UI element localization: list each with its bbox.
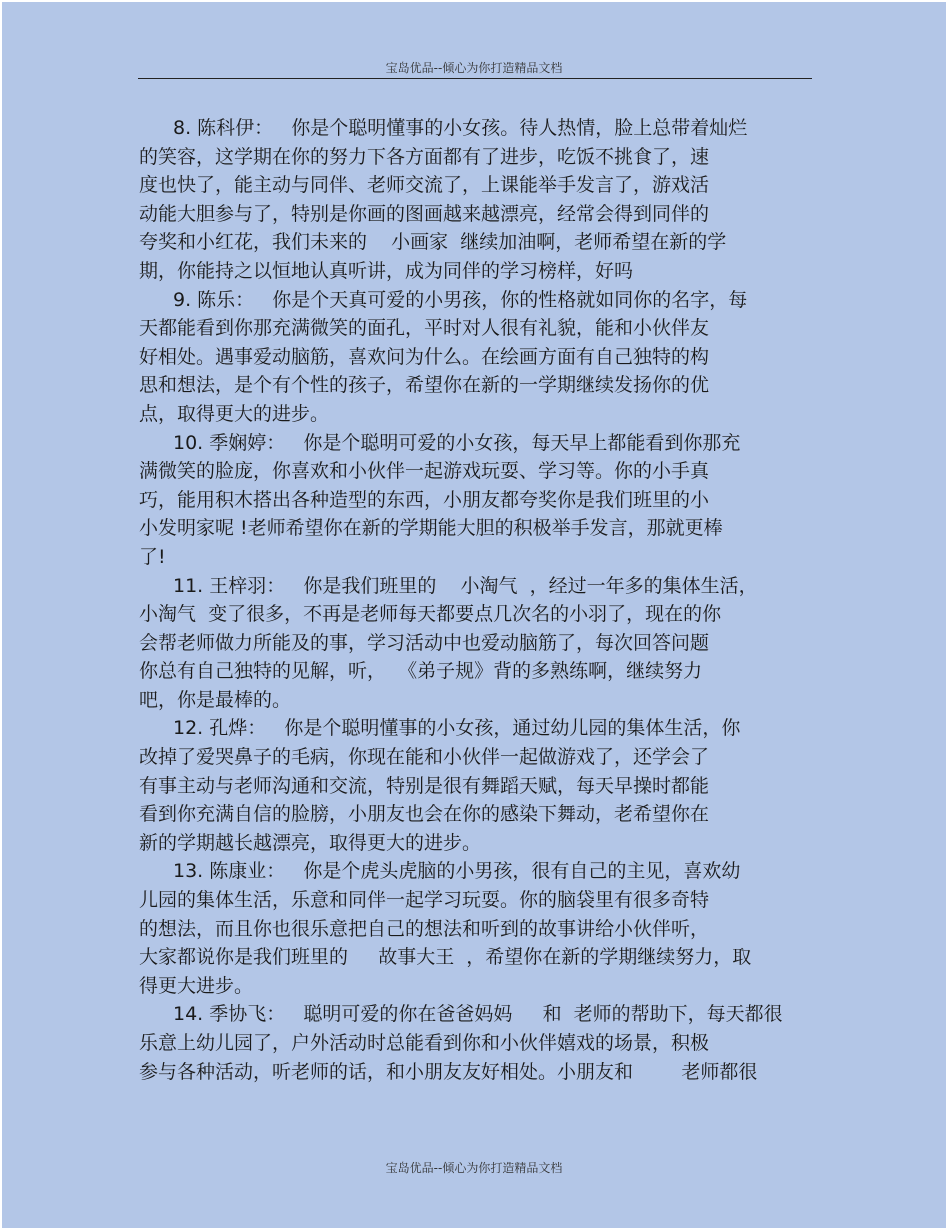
text-line: 了! xyxy=(139,545,166,568)
text-line: 小发明家呢 !老师希望你在新的学期能大胆的积极举手发言，那就更棒 xyxy=(139,517,723,540)
text-line: 会帮老师做力所能及的事，学习活动中也爱动脑筋了，每次回答问题 xyxy=(139,631,710,654)
page-footer: 宝岛优品--倾心为你打造精品文档 xyxy=(385,1161,563,1175)
text-line: 10. 季娴婷： 你是个聪明可爱的小女孩，每天早上都能看到你那充 xyxy=(173,431,741,454)
text-line: 有事主动与老师沟通和交流，特别是很有舞蹈天赋，每天早操时都能 xyxy=(139,774,710,797)
text-line: 的笑容，这学期在你的努力下各方面都有了进步，吃饭不挑食了，速 xyxy=(139,145,710,168)
text-line: 你总有自己独特的见解，听， 《弟子规》背的多熟练啊，继续努力 xyxy=(139,660,703,683)
text-line: 改掉了爱哭鼻子的毛病，你现在能和小伙伴一起做游戏了，还学会了 xyxy=(139,746,710,769)
text-line: 的想法，而且你也很乐意把自己的想法和听到的故事讲给小伙伴听， xyxy=(139,917,710,940)
text-line: 看到你充满自信的脸膀，小朋友也会在你的感染下舞动，老希望你在 xyxy=(139,803,710,826)
paragraph-comment-8 xyxy=(139,114,809,286)
page-header: 宝岛优品--倾心为你打造精品文档 xyxy=(385,61,563,75)
paragraph-comment-13 xyxy=(139,857,809,1000)
text-line: 夸奖和小红花，我们未来的 小画家 继续加油啊，老师希望在新的学 xyxy=(139,231,727,254)
paragraph-comment-12 xyxy=(139,714,809,857)
text-line: 好相处。遇事爱动脑筋，喜欢问为什么。在绘画方面有自己独特的构 xyxy=(139,345,710,368)
text-line: 参与各种活动，听老师的话，和小朋友友好相处。小朋友和 老师都很 xyxy=(139,1060,758,1083)
text-line: 11. 王梓羽： 你是我们班里的 小淘气 ，经过一年多的集体生活， xyxy=(173,574,758,597)
text-line: 14. 季协飞： 聪明可爱的你在爸爸妈妈 和 老师的帮助下，每天都很 xyxy=(173,1003,783,1026)
text-line: 点，取得更大的进步。 xyxy=(139,402,330,425)
text-line: 乐意上幼儿园了，户外活动时总能看到你和小伙伴嬉戏的场景，积极 xyxy=(139,1032,710,1054)
header-divider xyxy=(138,78,812,79)
text-line: 吧，你是最棒的。 xyxy=(139,688,292,711)
paragraph-comment-14 xyxy=(139,1000,809,1086)
text-line: 小淘气 变了很多，不再是老师每天都要点几次名的小羽了，现在的你 xyxy=(139,603,722,626)
text-line: 得更大进步。 xyxy=(139,974,254,997)
text-line: 8. 陈科伊： 你是个聪明懂事的小女孩。待人热情，脸上总带着灿烂 xyxy=(173,117,748,139)
paragraph-comment-10 xyxy=(139,429,809,572)
paragraph-comment-11 xyxy=(139,572,809,715)
text-line: 动能大胆参与了，特别是你画的图画越来越漂亮，经常会得到同伴的 xyxy=(139,202,710,225)
text-line: 巧，能用积木搭出各种造型的东西，小朋友都夸奖你是我们班里的小 xyxy=(139,488,710,511)
document-page xyxy=(2,2,946,1228)
text-line: 天都能看到你那充满微笑的面孔，平时对人很有礼貌，能和小伙伴友 xyxy=(139,317,710,340)
text-line: 度也快了，能主动与同伴、老师交流了，上课能举手发言了，游戏活 xyxy=(139,174,710,197)
paragraph-comment-9 xyxy=(139,286,809,429)
text-line: 大家都说你是我们班里的 故事大王 ，希望你在新的学期继续努力，取 xyxy=(139,946,752,969)
text-line: 满微笑的脸庞，你喜欢和小伙伴一起游戏玩耍、学习等。你的小手真 xyxy=(139,460,710,483)
document-body xyxy=(139,114,809,1086)
text-line: 9. 陈乐： 你是个天真可爱的小男孩，你的性格就如同你的名字，每 xyxy=(173,288,748,311)
text-line: 期，你能持之以恒地认真听讲，成为同伴的学习榜样，好吗 xyxy=(139,259,634,282)
text-line: 思和想法，是个有个性的孩子，希望你在新的一学期继续发扬你的优 xyxy=(139,374,710,397)
text-line: 新的学期越长越漂亮，取得更大的进步。 xyxy=(139,831,482,854)
text-line: 13. 陈康业： 你是个虎头虎脑的小男孩，很有自己的主见，喜欢幼 xyxy=(173,860,741,883)
text-line: 12. 孔烨： 你是个聪明懂事的小女孩，通过幼儿园的集体生活，你 xyxy=(173,717,741,740)
text-line: 儿园的集体生活，乐意和同伴一起学习玩耍。你的脑袋里有很多奇特 xyxy=(139,889,710,912)
